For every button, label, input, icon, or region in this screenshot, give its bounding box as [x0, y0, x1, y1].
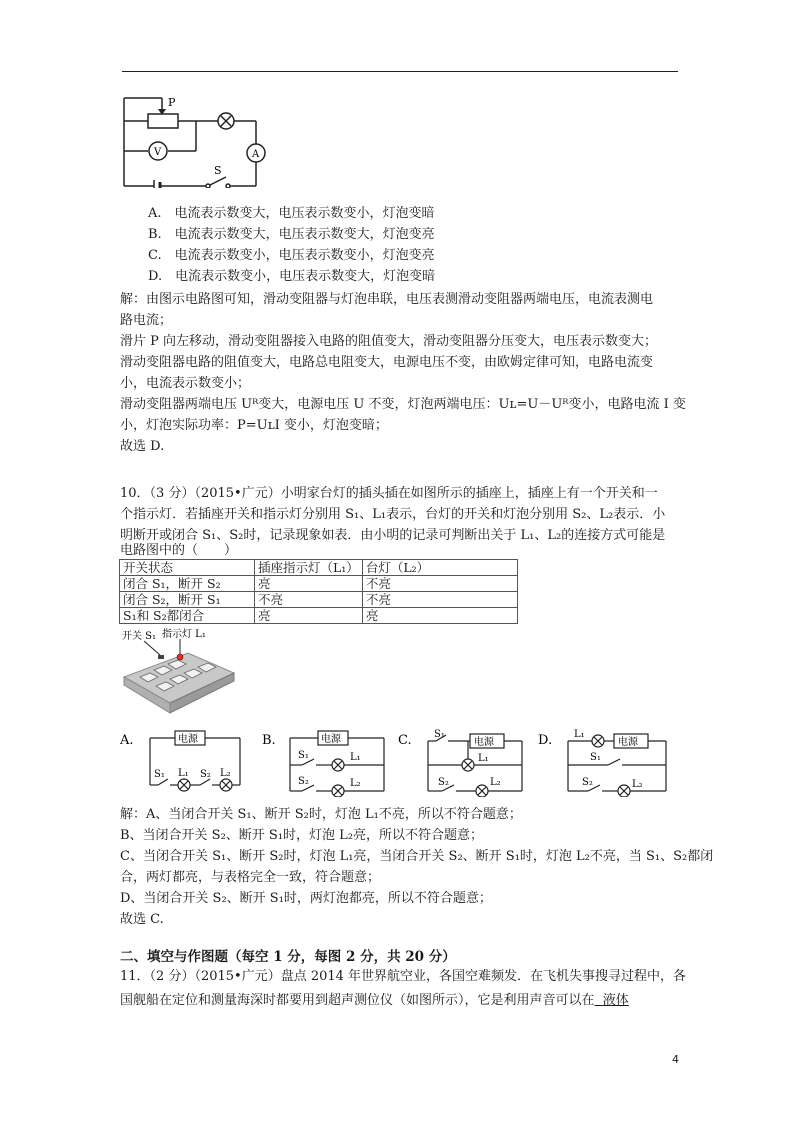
- q9-option-b: B. 电流表示数变大，电压表示数变大，灯泡变亮: [148, 227, 435, 242]
- q10-stem-line: 明断开或闭合 S₁、S₂时，记录现象如表．由小明的记录可判断出关于 L₁、L₂的连接方式可能是: [120, 528, 666, 543]
- q10-stem-line: 个指示灯．若插座开关和指示灯分别用 S₁、L₁表示，台灯的开关和灯泡分别用 S₂、L₂表示．小: [120, 507, 666, 522]
- header-rule: [122, 71, 678, 72]
- ammeter-symbol: A: [252, 149, 260, 160]
- q9-solution-line: 解：由图示电路图可知，滑动变阻器与灯泡串联，电压表测滑动变阻器两端电压，电流表测电: [120, 292, 654, 307]
- rheostat-label: P: [168, 96, 176, 109]
- l2-label: L₂: [632, 779, 643, 790]
- table-header: 插座指示灯（L₁）: [255, 560, 363, 576]
- voltmeter-symbol: V: [154, 147, 162, 158]
- l1-label: L₁: [478, 753, 489, 764]
- q9-solution-line: 路电流；: [120, 313, 173, 328]
- q9-option-c: C. 电流表示数变小，电压表示数变小，灯泡变亮: [148, 248, 435, 263]
- circuit-option-a: [120, 727, 245, 795]
- table-row: [120, 608, 518, 624]
- answer-blank: [595, 993, 629, 1008]
- table-header: 台灯（L₂）: [362, 560, 517, 576]
- switch-label: S: [214, 164, 222, 177]
- l1-label: L₁: [574, 729, 585, 740]
- q11-line-2: [120, 990, 629, 1011]
- q10-solution-line: B、当闭合开关 S₂、断开 S₁时，灯泡 L₂亮，所以不符合题意；: [120, 828, 484, 843]
- l1-label: L₁: [178, 768, 189, 779]
- power-strip-illustration: [118, 625, 238, 717]
- option-letter: C.: [398, 733, 412, 748]
- table-header: 开关状态: [120, 560, 255, 576]
- table-cell: 闭合 S₂，断开 S₁: [120, 592, 255, 608]
- q10-solution-line: 解：A、当闭合开关 S₁、断开 S₂时，灯泡 L₁不亮，所以不符合题意；: [120, 807, 522, 822]
- table-cell: 闭合 S₁，断开 S₂: [120, 576, 255, 592]
- power-source-label: 电源: [178, 734, 198, 745]
- section-heading: 二、填空与作图题（每空 1 分，每图 2 分，共 20 分）: [120, 949, 456, 965]
- q9-solution-line: 小，灯泡实际功率：P=UʟI 变小，灯泡变暗；: [120, 418, 388, 433]
- page-number: 4: [672, 1053, 679, 1066]
- q9-option-a: A. 电流表示数变大，电压表示数变小，灯泡变暗: [148, 206, 435, 221]
- q10-solution-line: 故选 C.: [120, 912, 164, 927]
- q10-solution-line: D、当闭合开关 S₂、断开 S₁时，两灯泡都亮，所以不符合题意；: [120, 891, 492, 906]
- q9-solution-line: 滑动变阻器两端电压 Uᴿ变大，电源电压 U 不变，灯泡两端电压：Uʟ=U－Uᴿ变小，电路电流 I 变: [120, 397, 686, 412]
- option-letter: B.: [262, 733, 276, 748]
- switch-s1-label: 开关 S₁: [122, 631, 157, 642]
- table-cell: 不亮: [255, 592, 363, 608]
- table-row: [120, 576, 518, 592]
- s2-label: S₂: [200, 769, 211, 780]
- q9-option-d: D. 电流表示数变小，电压表示数变大，灯泡变暗: [148, 269, 436, 284]
- table-row: [120, 592, 518, 608]
- s2-label: S₂: [582, 777, 593, 788]
- q9-solution-line: 滑片 P 向左移动，滑动变阻器接入电路的阻值变大，滑动变阻器分压变大，电压表示数变大；: [120, 334, 658, 349]
- table-cell: 亮: [255, 576, 363, 592]
- option-letter: D.: [538, 733, 553, 748]
- q9-solution-line: 故选 D.: [120, 439, 165, 454]
- s1-label: S₁: [298, 750, 309, 761]
- table-cell: 不亮: [362, 576, 517, 592]
- l2-label: L₂: [490, 777, 501, 788]
- table-header-row: [120, 560, 518, 576]
- circuit-option-d: [538, 727, 673, 797]
- q10-solution-line: C、当闭合开关 S₁、断开 S₂时，灯泡 L₁亮，当闭合开关 S₂、断开 S₁时，灯泡 L₂不亮，当 S₁、S₂都闭: [120, 849, 714, 864]
- q9-solution-line: 滑动变阻器电路的阻值变大，电路总电阻变大，电源电压不变，由欧姆定律可知，电路电流变: [120, 355, 654, 370]
- q10-stem-line: 电路图中的（ ）: [120, 543, 238, 558]
- circuit-option-b: [262, 727, 390, 797]
- q11-line-1: 11．（2 分）（2015•广元）盘点 2014 年世界航空业，各国空难频发．在飞机失事搜寻过程中，各: [120, 969, 687, 984]
- s1-label: S₁: [154, 769, 165, 780]
- answer-text: 液体: [602, 993, 629, 1008]
- option-letter: A.: [120, 733, 134, 748]
- s1-label: S₁: [434, 729, 445, 740]
- s2-label: S₂: [438, 777, 449, 788]
- power-source-label: 电源: [321, 734, 341, 745]
- q9-solution-line: 小，电流表示数变小；: [120, 376, 251, 391]
- circuit-option-c: [398, 727, 528, 797]
- power-source-label: 电源: [474, 737, 494, 748]
- table-cell: 亮: [362, 608, 517, 624]
- table-cell: 不亮: [362, 592, 517, 608]
- power-source-label: 电源: [618, 737, 638, 748]
- q10-stem-line: 10．（3 分）（2015•广元）小明家台灯的插头插在如图所示的插座上，插座上有一个开关和一: [120, 486, 658, 501]
- s1-label: S₁: [590, 752, 601, 763]
- s2-label: S₂: [298, 776, 309, 787]
- table-cell: 亮: [255, 608, 363, 624]
- indicator-l1-label: 指示灯 L₁: [162, 629, 206, 640]
- observation-table: [119, 559, 518, 624]
- q10-solution-line: 合，两灯都亮，与表格完全一致，符合题意；: [120, 870, 381, 885]
- l2-label: L₂: [350, 778, 361, 789]
- l2-label: L₂: [220, 768, 231, 779]
- l1-label: L₁: [350, 752, 361, 763]
- q9-circuit-diagram: [118, 92, 268, 188]
- q11-line-2-text: 国舰船在定位和测量海深时都要用到超声测位仪（如图所示），它是利用声音可以在: [120, 993, 595, 1008]
- table-cell: S₁和 S₂都闭合: [120, 608, 255, 624]
